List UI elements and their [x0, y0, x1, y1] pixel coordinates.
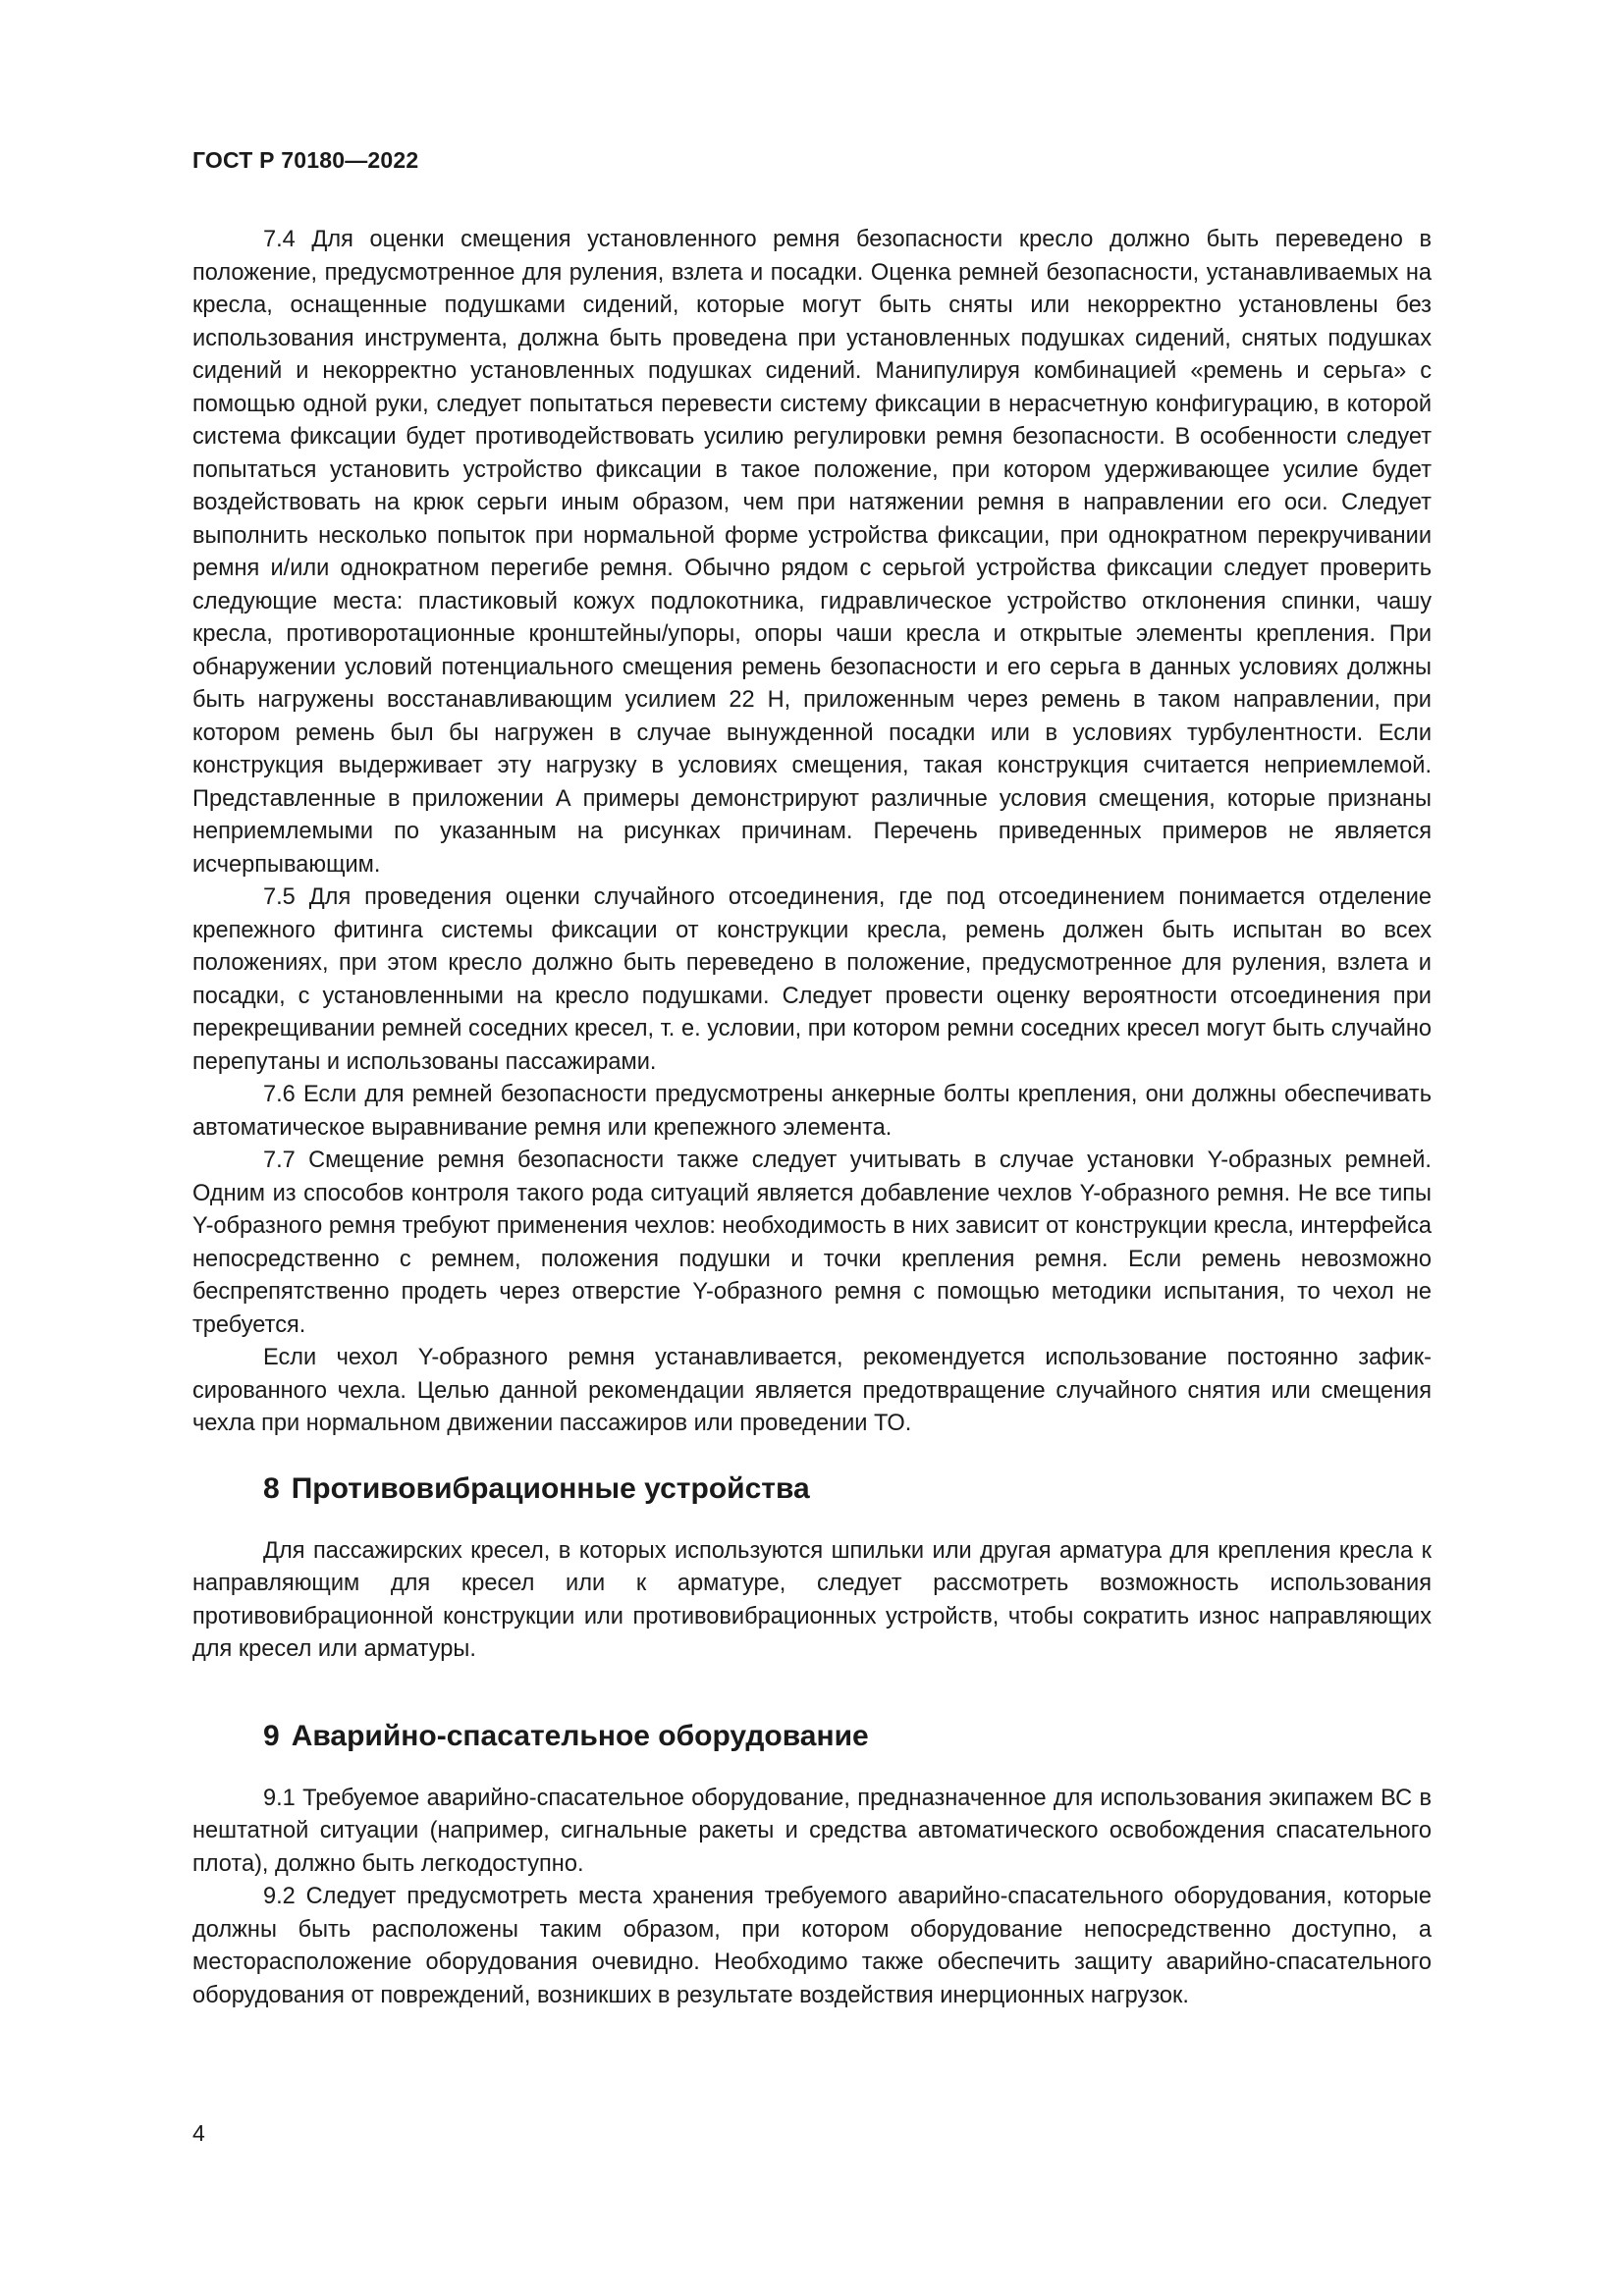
paragraph-7-7: 7.7 Смещение ремня безопасности также следует учитывать в случае установки Y-образных ремней. Одним из способов контроля такого рода ситуаций является добавление чехлов Y-образного ремня. Не все типы Y-образного ремня требуют применения чехлов: необходимость в них зависит от конструкции кресла, интерфейса непосредственно с ремнем, положения подушки и точки крепления ремня. Если ремень невозможно беспрепятственно продеть через отверстие Y-образного ремня с помощью методики испытания, то чехол не требуется. [192, 1148, 1432, 1338]
section-9-heading [192, 1718, 1432, 1755]
section-9-title: Аварийно-спасательное оборудование [291, 1719, 869, 1752]
paragraph-8: Для пассажирских кресел, в которых используются шпильки или другая арматура для крепления кресла к направляющим для кресел или к арматуре, следует рассмотреть возможность использования противовибрационной конструкции или противовибрационных устройств, чтобы сократить износ направляющих для кресел или арматуры. [192, 1537, 1432, 1662]
document-body [192, 224, 1432, 2012]
section-8-heading [192, 1470, 1432, 1508]
paragraph-7-7-continued: Если чехол Y-образного ремня устанавливается, рекомендуется использование постоянно зафиксированного чехла. Целью данной рекомендации является предотвращение случайного снятия или смещения чехла при нормальном движении пассажиров или проведении ТО. [192, 1345, 1432, 1436]
paragraph-9-2: 9.2 Следует предусмотреть места хранения требуемого аварийно-спасательного оборудования, которые должны быть расположены таким образом, при котором оборудование непосредственно доступно, а месторасположение оборудования очевидно. Необходимо также обеспечить защиту аварийно-спасательного оборудования от повреждений, возникших в результате воздействия инерционных нагрузок. [192, 1884, 1432, 2008]
page-number: 4 [192, 2120, 205, 2146]
paragraph-9-1: 9.1 Требуемое аварийно-спасательное оборудование, предназначенное для использования экипажем ВС в нештатной ситуации (например, сигнальные ракеты и средства автоматического освобождения спасательного плота), должно быть легкодоступно. [192, 1785, 1432, 1877]
paragraph-7-5: 7.5 Для проведения оценки случайного отсоединения, где под отсоединением понимается отделение крепежного фитинга системы фиксации от конструкции кресла, ремень должен быть испытан во всех положениях, при этом кресло должно быть переведено в положение, предусмотренное для руления, взлета и посадки, с установленными на кресло подушками. Следует провести оценку вероятности отсоединения при перекрещивании ремней соседних кресел, т. е. условии, при котором ремни соседних кресел могут быть случайно перепутаны и использованы пассажирами. [192, 884, 1432, 1075]
paragraph-7-4: 7.4 Для оценки смещения установленного ремня безопасности кресло должно быть переведено в положение, предусмотренное для руления, взлета и посадки. Оценка ремней безопасности, устанавливаемых на кресла, оснащенные подушками сидений, которые могут быть сняты или некорректно установлены без использования инструмента, должна быть проведена при установленных подушках сидений, снятых подушках сидений и некорректно установленных подушках сидений. Манипулируя комбинацией «ремень и серьга» с помощью одной руки, следует попытаться перевести систему фиксации в нерасчетную конфигурацию, в которой система фиксации будет противодействовать усилию регулировки ремня безопасности. В особенности следует попытаться установить устройство фиксации в такое положение, при котором удерживающее усилие будет воздействовать на крюк серьги иным образом, чем при натяжении ремня в направлении его оси. Следует выполнить несколько попыток при нормальной форме устройства фиксации, при однократном перекручивании ремня и/или однократном перегибе ремня. Обычно рядом с серьгой устройства фиксации следует проверить следующие места: пластиковый кожух подлокотника, гидравлическое устройство отклонения спинки, чашу кресла, противоротационные кронштейны/упоры, опоры чаши кресла и открытые элементы крепления. При обнаружении условий потенциального смещения ремень безопасности и его серьга в данных условиях должны быть нагружены восстанавливающим усилием 22 Н, приложенным через ремень в таком направлении, при котором ремень был бы нагружен в случае вынужденной посадки или в условиях турбулентности. Если конструкция выдерживает эту нагрузку в условиях смещения, такая конструкция считается неприемлемой. Представленные в приложении А примеры демонстрируют различные условия смещения, которые признаны неприемлемыми по указанным на рисунках причинам. Перечень приведенных примеров не является исчерпывающим. [192, 227, 1432, 878]
section-8-number: 8 [263, 1471, 280, 1505]
section-8-title: Противовибрационные устройства [291, 1471, 810, 1505]
document-header: ГОСТ Р 70180—2022 [192, 147, 419, 173]
section-9-number: 9 [263, 1719, 280, 1752]
paragraph-7-6: 7.6 Если для ремней безопасности предусмотрены анкерные болты крепления, они должны обеспечивать автоматическое выравнивание ремня или крепежного элемента. [192, 1082, 1432, 1141]
